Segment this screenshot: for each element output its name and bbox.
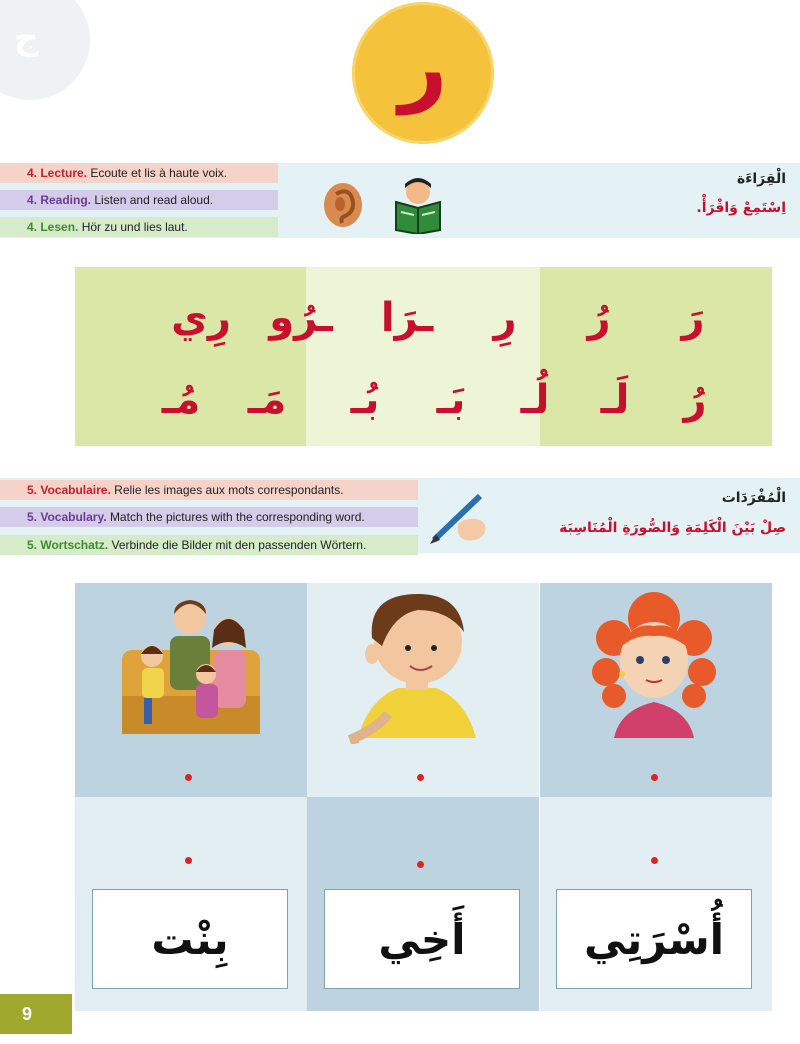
- corner-letter: ج: [14, 18, 39, 58]
- reading-syllable: رُ: [587, 295, 611, 341]
- instruction-de: 4. Lesen. Hör zu und lies laut.: [0, 217, 278, 237]
- vocabulary-title-ar: الْمُفْرَدَات: [721, 490, 786, 506]
- family-picture: [122, 596, 260, 742]
- reading-syllable: مَـ: [247, 377, 287, 423]
- lesson-letter-badge: [352, 2, 494, 144]
- match-dot[interactable]: [417, 861, 424, 868]
- reading-syllable: رُ: [683, 377, 707, 423]
- ear-icon: [318, 180, 368, 234]
- instruction-fr: 4. Lecture. Ecoute et lis à haute voix.: [0, 163, 278, 183]
- reading-syllable: ـرُو: [269, 295, 333, 341]
- instruction-de: 5. Wortschatz. Verbinde die Bilder mit den passenden Wörtern.: [0, 535, 418, 555]
- match-dot[interactable]: [651, 857, 658, 864]
- boy-picture: [348, 588, 484, 748]
- vocabulary-instruction-ar: صِلْ بَيْنَ الْكَلِمَةِ وَالصُّورَةِ الْمُنَاسِبَة: [559, 520, 786, 536]
- reader-icon: [388, 178, 448, 238]
- word-card: أَخِي: [324, 889, 520, 989]
- pencil-icon: [428, 490, 492, 548]
- reading-syllable: ـرَا: [380, 295, 434, 341]
- reading-instruction-ar: اِسْتَمِعْ وَاقْرَأْ.: [696, 200, 786, 216]
- reading-syllable: لَـ: [600, 377, 630, 423]
- instruction-en: 4. Reading. Listen and read aloud.: [0, 190, 278, 210]
- reading-syllable: رِي: [171, 295, 231, 341]
- match-dot[interactable]: [651, 774, 658, 781]
- lesson-letter: ر: [398, 17, 448, 115]
- girl-picture: [592, 592, 716, 742]
- reading-syllable: لُـ: [520, 377, 550, 423]
- instruction-en: 5. Vocabulary. Match the pictures with the corresponding word.: [0, 507, 418, 527]
- reading-syllable: بَـ: [436, 377, 466, 423]
- reading-syllable: مُـ: [161, 377, 201, 423]
- reading-syllable: بُـ: [350, 377, 380, 423]
- instruction-fr: 5. Vocabulaire. Relie les images aux mots correspondants.: [0, 480, 418, 500]
- match-dot[interactable]: [185, 857, 192, 864]
- match-dot[interactable]: [185, 774, 192, 781]
- page-number: 9: [0, 994, 72, 1034]
- match-dot[interactable]: [417, 774, 424, 781]
- word-card: بِنْت: [92, 889, 288, 989]
- word-card: أُسْرَتِي: [556, 889, 752, 989]
- reading-syllable: رَ: [681, 295, 705, 341]
- reading-title-ar: الْقِرَاءَة: [736, 171, 786, 187]
- reading-syllable: رِ: [493, 295, 517, 341]
